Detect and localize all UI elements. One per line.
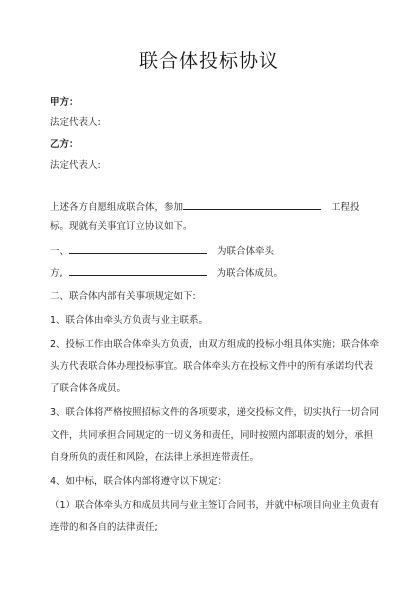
intro-line-1 bbox=[50, 200, 360, 214]
party-b-representative: 法定代表人: bbox=[50, 160, 101, 171]
clause-4: 4、如中标，联合体内部将遵守以下规定： bbox=[50, 476, 228, 487]
clause-2-line-2: 头方代表联合体办理投标事宜。联合体牵头方在投标文件中的所有承诺均代表 bbox=[50, 361, 374, 372]
item-1b-line bbox=[50, 266, 283, 280]
item-1b-suffix: 为联合体成员。 bbox=[216, 268, 284, 279]
lead-party-blank bbox=[69, 244, 207, 254]
clause-3-line-1: 3、联合体将严格按照招标文件的各项要求，递交投标文件，切实执行一切合同 bbox=[50, 407, 380, 418]
intro-line-2: 标。现就有关事宜订立协议如下。 bbox=[50, 221, 193, 232]
item-1-prefix: 一、 bbox=[50, 246, 70, 257]
clause-2-line-3: 了联合体各成员。 bbox=[50, 383, 127, 394]
project-name-blank bbox=[183, 200, 321, 210]
clause-2-line-1: 2、投标工作由联合体牵头方负责，由双方组成的投标小组具体实施；联合体牵 bbox=[50, 339, 380, 350]
clause-3-line-2: 文件，共同承担合同规定的一切义务和责任，同时按照内部职责的划分，承担 bbox=[50, 430, 374, 441]
clause-4-1-line-1: （1）联合体牵头方和成员共同与业主签订合同书，并就中标项目向业主负责有 bbox=[50, 500, 380, 511]
item-1-line bbox=[50, 244, 274, 258]
clause-4-1-line-2: 连带的和各自的法律责任; bbox=[50, 522, 158, 533]
member-party-blank bbox=[69, 266, 207, 276]
section-2-heading: 二、联合体内部有关事项规定如下: bbox=[50, 291, 196, 302]
document-title: 联合体投标协议 bbox=[138, 50, 279, 72]
item-1-suffix: 为联合体牵头 bbox=[217, 246, 275, 257]
party-b-label: 乙方： bbox=[50, 139, 79, 150]
clause-3-line-3: 自身所负的责任和风险，在法律上承担连带责任。 bbox=[50, 452, 260, 463]
party-a-label: 甲方： bbox=[50, 97, 79, 108]
intro-text-a: 上述各方自愿组成联合体，参加 bbox=[50, 202, 184, 213]
intro-text-b: 工程投 bbox=[331, 202, 360, 213]
party-a-representative: 法定代表人: bbox=[50, 117, 101, 128]
item-1b-prefix: 方, bbox=[50, 268, 63, 279]
clause-1: 1、联合体由牵头方负责与业主联系。 bbox=[50, 315, 209, 326]
